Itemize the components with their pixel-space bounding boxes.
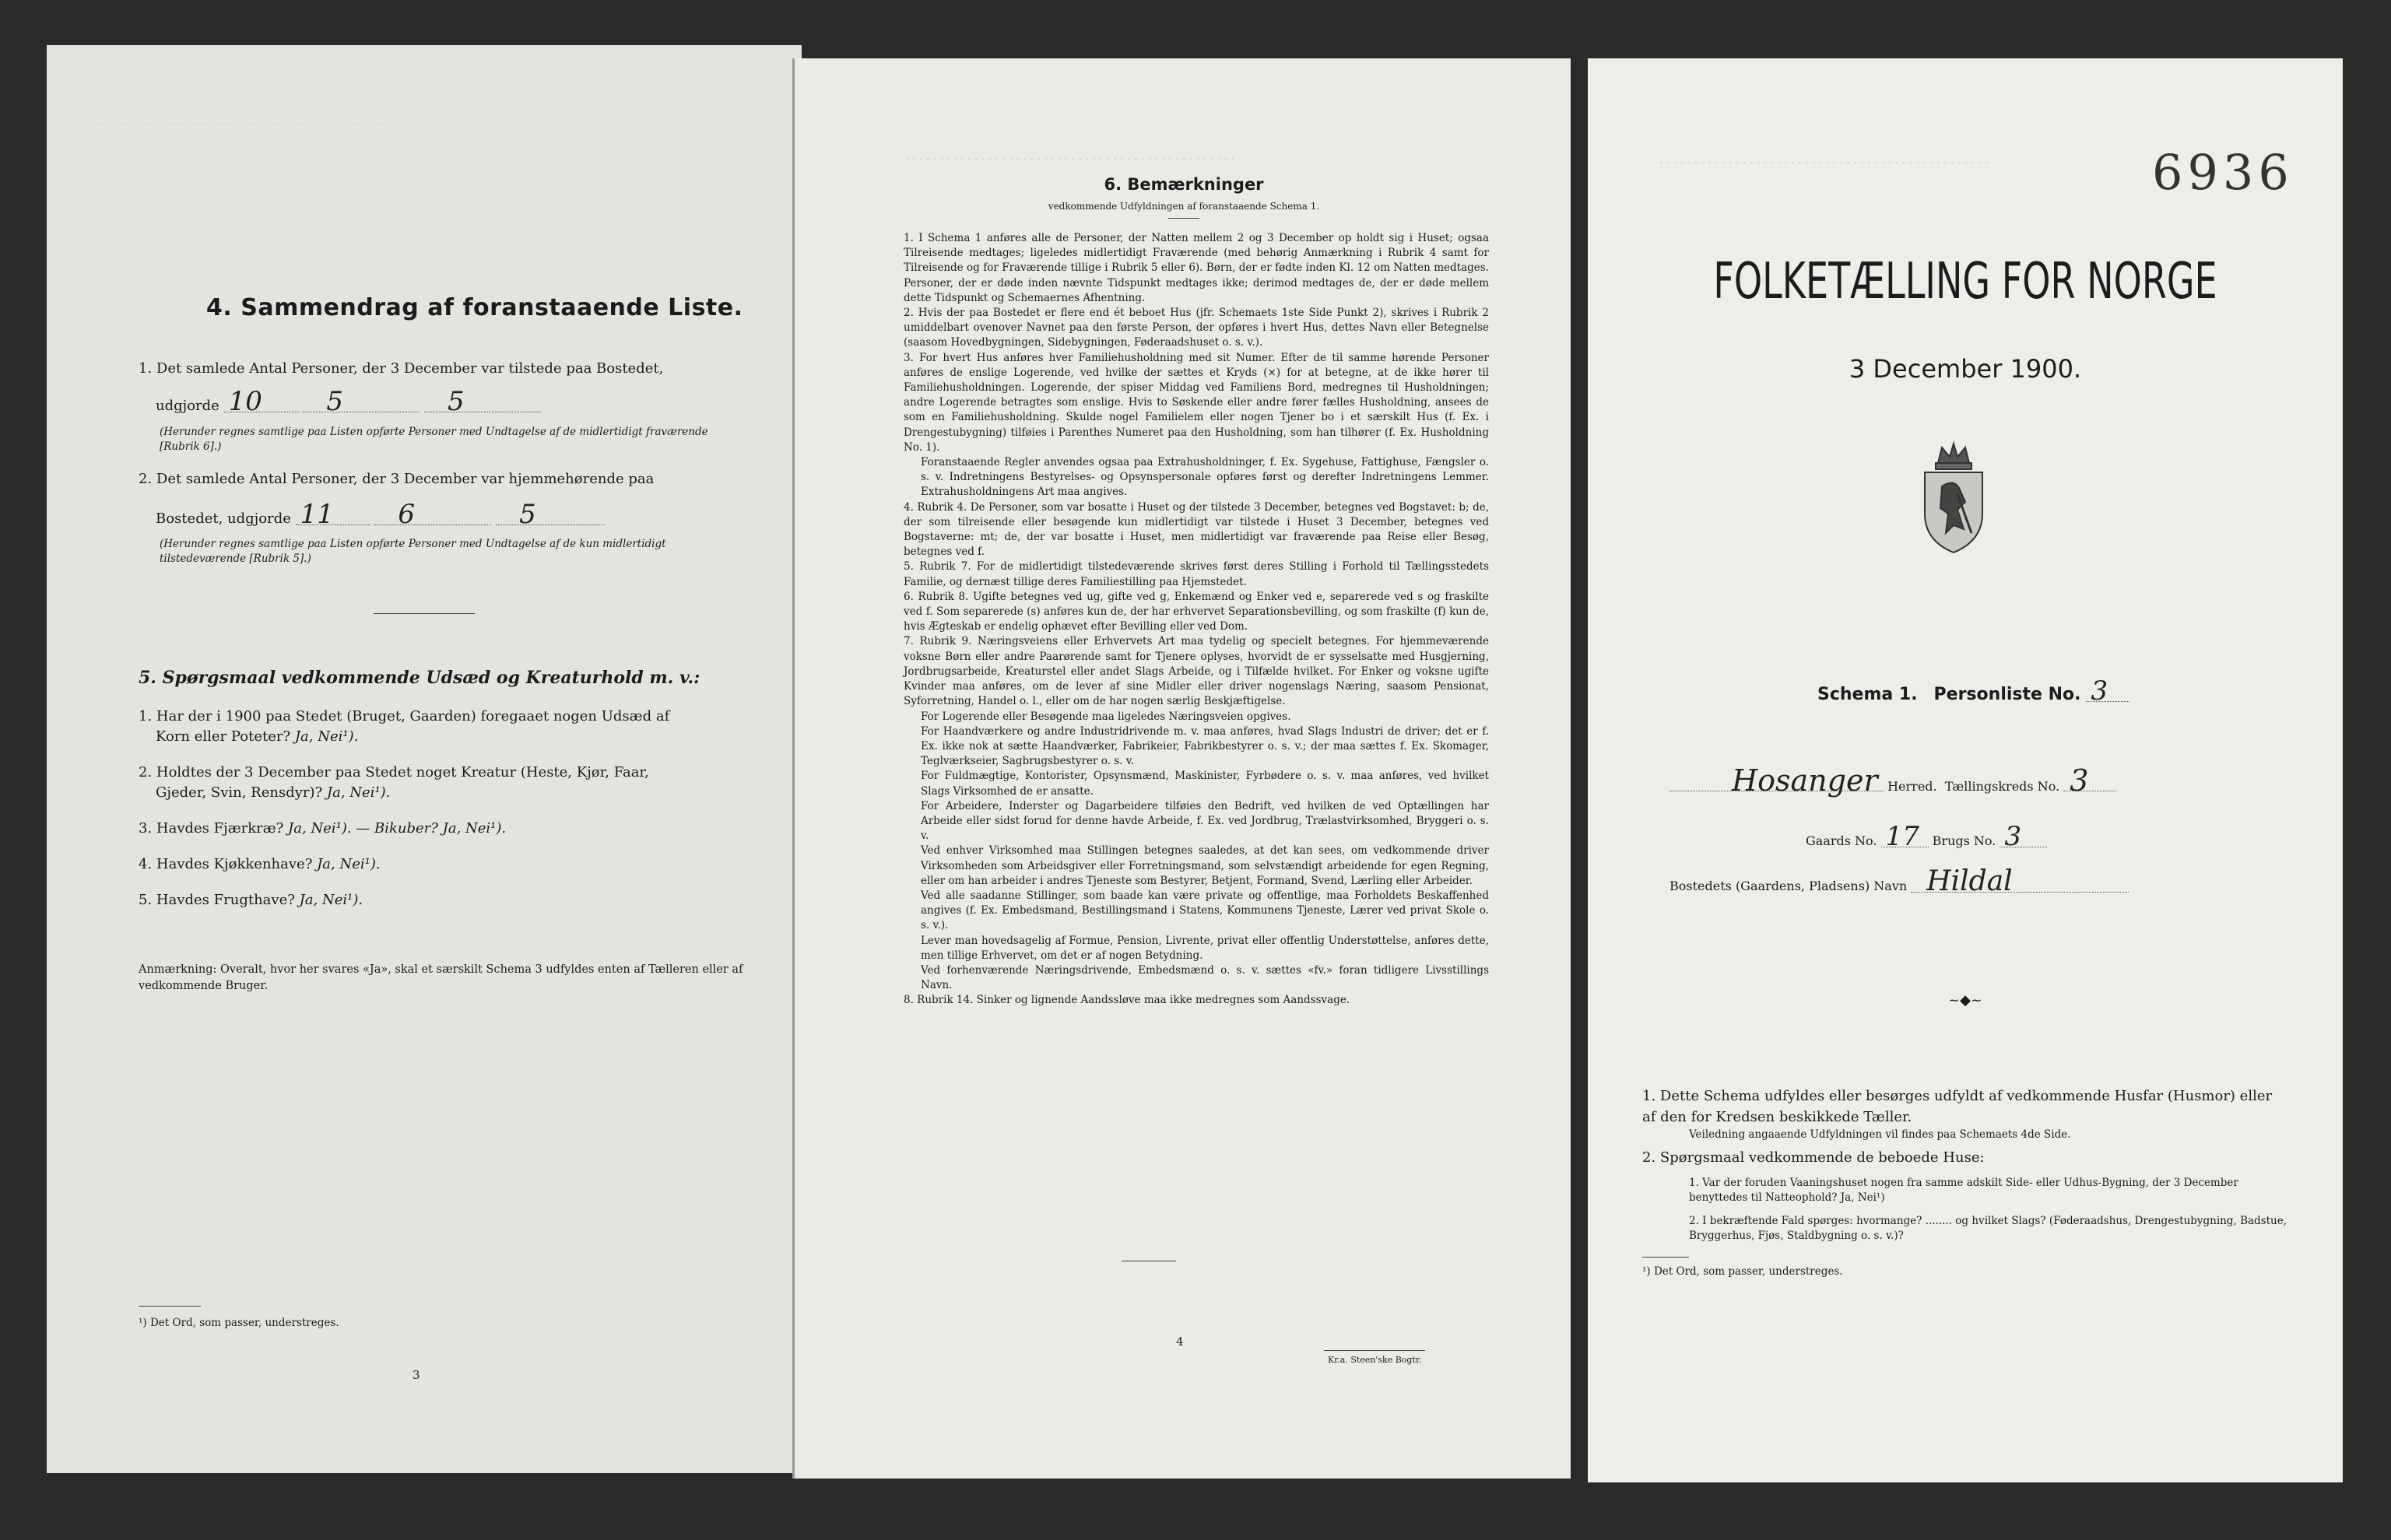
printer: Kr.a. Steen'ske Bogtr. [1328, 1355, 1422, 1365]
q5-list [139, 707, 777, 910]
remark-4: 4. Rubrik 4. De Personer, som var bosatte i Huset og der tilstede 3 December, betegnes ved Bogstavet: b; de, der som tilreisende eller besøgende kun midlertidigt var tilstede i Huset 3 December, betegnes ved Bogstaverne: mt; de, der var bosatte i Huset, men midlertidigt var fraværende paa Reise eller Besøg, betegnes ved f. [904, 500, 1489, 559]
q1-note: (Herunder regnes samtlige paa Listen opførte Personer med Undtagelse af de midlertidigt fraværende [Rubrik 6].) [160, 426, 708, 454]
q5-2-question: Gjeder, Svin, Rensdyr)? [156, 784, 323, 801]
remark-7h: Lever man hovedsagelig af Formue, Pension, Livrente, privat eller offentlig Understøttelse, anføres dette, men tillige Erhvervet, om det er af nogen Betydning. [921, 934, 1489, 962]
remark-7d: For Fuldmægtige, Kontorister, Opsynsmænd, Maskinister, Fyrbødere o. s. v. maa anføres, ved hvilket Slags Virksomhed de er ansatte. [921, 770, 1489, 798]
q5-3-text: 3. Havdes Fjærkræ? [139, 820, 284, 837]
q5-5-answer: Ja, Nei¹). [299, 892, 363, 908]
remark-7: 7. Rubrik 9. Næringsveiens eller Erhvervets Art maa tydelig og specielt betegnes. For hjemmeværende voksne Børn eller andre Paarørende samt for Tjenere oplyses, hvorvidt de er sysselsatte med Husgjerning, Jordbrugsarbeide, Kreaturstel eller andet Slags Arbeide, og i Tilfælde hvilket. For Enker og voksne ugifte Kvinder maa anføres, om de lever af sine Midler eller driver nogenslags Næring, saasom Pensionat, Syforretning, Handel o. l., eller om de har nogen særlig Beskjæftigelse. [904, 635, 1489, 708]
gaards-label: Gaards No. [1806, 833, 1877, 848]
remark-7g: Ved alle saadanne Stillinger, som baade kan være private og offentlige, maa Forholdets Beskaffenhed angives (f. Ex. Embedsmand, Bestillingsmand i Statens, Kommunens Tjeneste, Lærer ved privat Skole o. s. v.). [921, 889, 1489, 932]
q5-4-answer: Ja, Nei¹). [317, 856, 381, 872]
section5-title: 5. Spørgsmaal vedkommende Udsæd og Kreaturhold m. v.: [139, 668, 700, 688]
q5-3-answer: Ja, Nei¹). — Bikuber? Ja, Nei¹). [288, 820, 507, 837]
instruction-2: 2. Spørgsmaal vedkommende de beboede Huse: [1642, 1149, 1985, 1166]
bosted-line [1669, 865, 2316, 897]
archive-number: 6936 [2152, 144, 2294, 201]
q2-note: (Herunder regnes samtlige paa Listen opførte Personer med Undtagelse af de kun midlertidigt tilstedeværende [Rubrik 5].) [160, 538, 666, 566]
anmerkning: Anmærkning: Overalt, hvor her svares «Ja», skal et særskilt Schema 3 udfyldes enten af Tælleren eller af vedkommende Bruger. [139, 963, 743, 992]
remark-7c: For Haandværkere og andre Industridrivende m. v. maa anføres, hvad Slags Industri de driver; det er f. Ex. ikke nok at sætte Haandværker, Fabrikeier, Fabrikbestyrer o. s. v.; der maa sættes f. Ex. Skomager, Teglværkseier, Sagbrugsbestyrer o. s. v. [921, 724, 1489, 768]
document-title: FOLKETÆLLING FOR NORGE [1713, 253, 2217, 310]
bosted-value: Hildal [1911, 872, 2129, 893]
instruction-2-1: 1. Var der foruden Vaaningshuset nogen fra samme adskilt Side- eller Udhus-Bygning, der 3 December benyttedes til Natteophold? Ja, Nei¹) [1689, 1177, 2238, 1205]
q1-men: 5 [303, 391, 420, 412]
page-number: 3 [413, 1368, 420, 1382]
divider [374, 613, 475, 614]
footnote-rule [1642, 1257, 1689, 1258]
gaards-line [1806, 821, 2047, 852]
footnote: ¹) Det Ord, som passer, understreges. [1642, 1265, 1843, 1278]
personliste-number: 3 [2086, 681, 2129, 702]
section6-title: 6. Bemærkninger [1104, 175, 1264, 194]
herred-line [1669, 763, 2316, 798]
q5-item-5 [139, 890, 777, 910]
q1-line [156, 386, 700, 417]
kreds-label: Tællingskreds No. [1944, 779, 2060, 794]
instruction-1-sub: Veiledning angaaende Udfyldningen vil findes paa Schemaets 4de Side. [1689, 1128, 2071, 1141]
remark-7i: Ved forhenværende Næringsdrivende, Embedsmænd o. s. v. sættes «fv.» foran tidligere Livsstillings Navn. [921, 963, 1489, 992]
remark-1: 1. I Schema 1 anføres alle de Personer, der Natten mellem 2 og 3 December op holdt sig i Huset; ogsaa Tilreisende medtages; ligeledes midlertidigt Fraværende (med behørig Anmærkning i Rubrik 4 samt for Tilreisende og for Fraværende tillige i Rubrik 5 eller 6). Børn, der er fødte inden Kl. 12 om Natten medtages. Personer, der er døde inden nævnte Tidspunkt medtages ikke; derimod medtages de, der er døde mellem dette Tidspunkt og Schemaernes Afhentning. [904, 232, 1489, 304]
q5-item-3 [139, 819, 777, 839]
remark-6: 6. Rubrik 8. Ugifte betegnes ved ug, gifte ved g, Enkemænd og Enker ved e, separerede ved s og fraskilte ved f. Som separerede (s) anføres kun de, der har erhvervet Separationsbevilling, og som fraskilte (f) kun de, hvis Ægteskab er endelig ophævet efter Bevilling eller ved Dom. [904, 590, 1489, 633]
q5-5-text: 5. Havdes Frugthave? [139, 892, 295, 908]
section6-subtitle: vedkommende Udfyldningen af foranstaaende Schema 1. [1048, 201, 1320, 212]
bleed-through: ................................................ [1658, 144, 1991, 170]
q5-item-2 [139, 763, 777, 803]
q2-label: Bostedet, udgjorde [156, 510, 291, 527]
herred-label: Herred. [1887, 779, 1937, 794]
page-number: 4 [1176, 1335, 1184, 1349]
herred-value: Hosanger [1669, 770, 1884, 791]
remarks-list [904, 231, 1489, 1009]
bosted-label: Bostedets (Gaardens, Pladsens) Navn [1669, 879, 1908, 893]
footnote-rule [139, 1306, 201, 1307]
q5-2-text: 2. Holdtes der 3 December paa Stedet noget Kreatur (Heste, Kjør, Faar, [139, 764, 649, 781]
census-date: 3 December 1900. [1849, 354, 2082, 384]
q2-total: 11 [296, 504, 370, 525]
q5-1-line2 [139, 727, 777, 747]
q5-2-answer: Ja, Nei¹). [326, 784, 391, 801]
section4-title: 4. Sammendrag af foranstaaende Liste. [206, 294, 743, 321]
remark-5: 5. Rubrik 7. For de midlertidigt tilstedeværende skrives først deres Stilling i Forhold til Tællingsstedets Familie, og dernæst tillige deres Familiestilling paa Hjemstedet. [904, 560, 1489, 588]
schema-label: Schema 1. [1817, 685, 1918, 704]
printer-rule [1324, 1350, 1425, 1351]
q5-1-question: Korn eller Poteter? [156, 728, 291, 745]
q2-men: 6 [374, 504, 491, 525]
remark-8: 8. Rubrik 14. Sinker og lignende Aandssløve maa ikke medregnes som Aandssvage. [904, 994, 1350, 1007]
remark-2: 2. Hvis der paa Bostedet er flere end ét beboet Hus (jfr. Schemaets 1ste Side Punkt 2), skrives i Rubrik 2 umiddelbart ovenover Navnet paa den første Person, der opføres i hvert Hus, dettes Navn eller Betegnelse (saasom Hovedbygningen, Sidebygningen, Føderaadshuset o. s. v.). [904, 307, 1489, 349]
brugs-label: Brugs No. [1932, 833, 1996, 848]
right-page [1588, 58, 2343, 1482]
q1-total: 10 [224, 391, 299, 412]
q5-1-text: 1. Har der i 1900 paa Stedet (Bruget, Gaarden) foregaaet nogen Udsæd af [139, 708, 670, 724]
q2-line [156, 499, 739, 530]
instruction-2-2: 2. I bekræftende Fald spørges: hvormange? ........ og hvilket Slags? (Føderaadshus, Drengestubygning, Badstue, Bryggerhus, Fjøs, Staldbygning o. s. v.)? [1689, 1214, 2287, 1242]
personliste-label: Personliste No. [1933, 685, 2081, 704]
q5-item-4 [139, 854, 777, 875]
remark-7f: Ved enhver Virksomhed maa Stillingen betegnes saaledes, at det kan sees, om vedkommende driver Virksomheden som Arbeidsgiver eller Forretningsmand, som selvstændigt arbeidende for egen Regning, eller om han arbeider i andres Tjeneste som Bestyrer, Betjent, Formand, Svend, Lærling eller Arbeider. [921, 844, 1489, 887]
bleed-through: ................................................ [904, 140, 1237, 166]
q5-1-answer: Ja, Nei¹). [294, 728, 359, 745]
gaards-number: 17 [1881, 826, 1929, 847]
q5-2-line2 [139, 783, 777, 803]
footnote: ¹) Det Ord, som passer, understreges. [139, 1317, 339, 1329]
coat-of-arms-icon [1911, 440, 1996, 556]
q2-text: 2. Det samlede Antal Personer, der 3 December var hjemmehørende paa [139, 471, 655, 487]
bleed-through: ................................................................................................. [70, 115, 406, 128]
brugs-number: 3 [2000, 826, 2047, 847]
remark-3b: Foranstaaende Regler anvendes ogsaa paa Extrahusholdninger, f. Ex. Sygehuse, Fattighuse, Fængsler o. s. v. Indretningens Bestyrelses- og Opsynspersonale opføres først og derefter Indretningens Lemmer. Extrahusholdningens Art maa angives. [921, 456, 1489, 499]
remark-7e: For Arbeidere, Inderster og Dagarbeidere tilføies den Bedrift, ved hvilken de ved Optællingen har Arbeide eller sidst forud for denne havde Arbeide, f. Ex. ved Jordbrug, Trælastvirksomhed, Bryggeri o. s. v. [921, 799, 1489, 843]
remark-3: 3. For hvert Hus anføres hver Familiehusholdning med sit Numer. Efter de til samme hørende Personer anføres de enslige Logerende, ved hvilke der sættes et Kryds (×) for at betegne, at de ikke hører til Familiehusholdningen. Logerende, der spiser Middag ved Familiens Bord, medregnes til Husholdningen; andre Logerende betragtes som enslige. Hvis to Søskende eller andre fører fælles Husholdning, ansees de som en Familiehusholdning. Skulde nogel Familielem eller nogen Tjener bo i et særskilt Hus (f. Ex. i Drengestubygning) tilføies i Parenthes Numeret paa den Husholdning, som han tilhører (f. Ex. Husholdning No. 1). [904, 351, 1489, 454]
q1-women: 5 [424, 391, 541, 412]
kreds-number: 3 [2063, 770, 2116, 791]
q1-label: udgjorde [156, 398, 219, 414]
q1-text: 1. Det samlede Antal Personer, der 3 December var tilstede paa Bostedet, [139, 360, 664, 377]
middle-page [792, 58, 1571, 1479]
schema-line [1817, 675, 2129, 707]
instructions [1642, 1086, 2288, 1244]
q2-women: 5 [496, 504, 605, 525]
remark-7b: For Logerende eller Besøgende maa ligeledes Næringsveien opgives. [921, 710, 1291, 723]
instruction-1: 1. Dette Schema udfyldes eller besørges udfyldt af vedkommende Husfar (Husmor) eller af den for Kredsen beskikkede Tæller. [1642, 1088, 2273, 1125]
q5-4-text: 4. Havdes Kjøkkenhave? [139, 856, 313, 872]
title-rule [1168, 218, 1199, 219]
ornament: ~◆~ [1947, 992, 1982, 1009]
left-page [47, 45, 802, 1473]
q5-item-1 [139, 707, 777, 747]
